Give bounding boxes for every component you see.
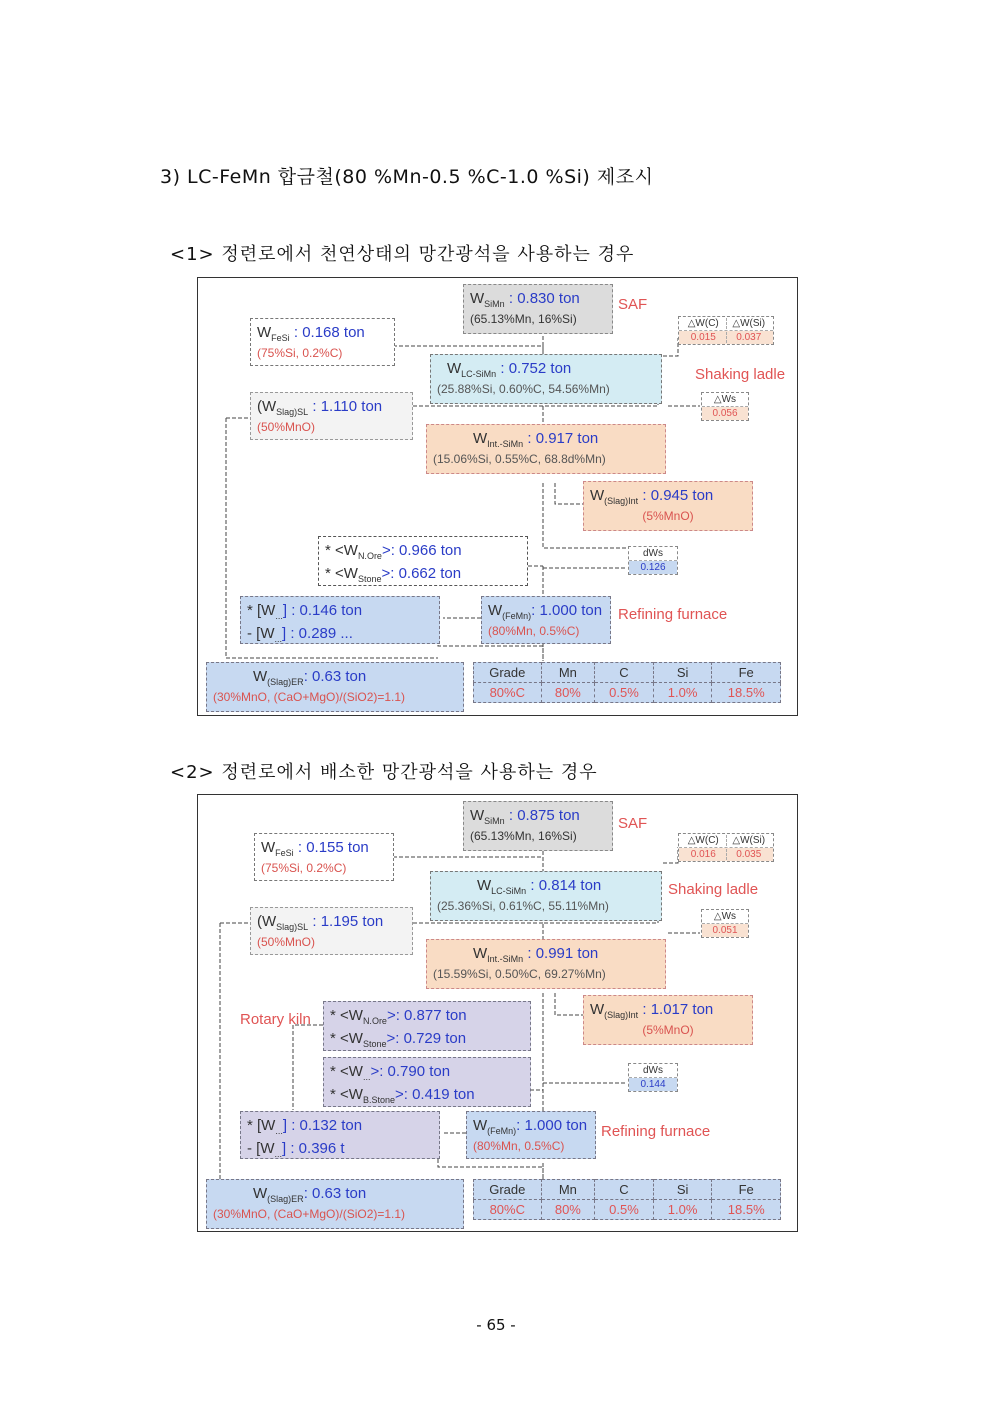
grade-value-cell: 18.5% [712, 1200, 781, 1220]
delta-low-box: dWs 0.144 [628, 1063, 678, 1092]
grade-value-cell: 18.5% [712, 683, 781, 703]
ore-stone-box: * $<W_{N.Ore}>$: 0.966 ton * $<W_{Stone}>$: 0.662 ton [318, 536, 528, 586]
left-input-box: * $[W_{...}]$ : 0.132 ton - $[W_{...}]$ : 0.396 t [240, 1111, 440, 1159]
grade-table [473, 1179, 781, 1220]
case1-flow-diagram [197, 277, 798, 716]
grade-value-cell: 0.5% [595, 1200, 654, 1220]
fesi-box: $W_{FeSi}$ : 0.155 ton (75%Si, 0.2%C) [254, 833, 394, 881]
grade-header-cell: Mn [541, 1180, 595, 1200]
grade-value-cell: 1.0% [653, 683, 712, 703]
int-simn-box: $W_{Int.-SiMn}$ : 0.917 ton (15.06%Si, 0.55%C, 68.8d%Mn) [426, 424, 666, 474]
grade-value-cell: 80% [541, 1200, 595, 1220]
grade-value-cell: 1.0% [653, 1200, 712, 1220]
refining-product-box: $W_{(FeMn)}$: 1.000 ton (80%Mn, 0.5%C) [481, 596, 611, 644]
lc-simn-box: $W_{LC-SiMn}$ : 0.752 ton (25.88%Si, 0.60%C, 54.56%Mn) [430, 354, 662, 404]
grade-value-cell: 0.5% [595, 683, 654, 703]
slag-er-box: $W_{(Slag)ER}$: 0.63 ton (30%MnO, (CaO+MgO)/(SiO2)=1.1) [206, 1179, 464, 1229]
lc-simn-box: $W_{LC-SiMn}$ : 0.814 ton (25.36%Si, 0.61%C, 55.11%Mn) [430, 871, 662, 921]
kiln-output-box: * $<W_{...}>$: 0.790 ton * $<W_{B.Stone}>$: 0.419 ton [323, 1057, 531, 1107]
grade-header-cell: Si [653, 1180, 712, 1200]
slag-sl-box: ($W_{Slag)SL}$ : 1.195 ton (50%MnO) [250, 907, 413, 955]
refining-product-box: $W_{(FeMn)}$: 1.000 ton (80%Mn, 0.5%C) [466, 1111, 596, 1159]
slag-sl-box: ($W_{Slag)SL}$ : 1.110 ton (50%MnO) [250, 392, 413, 440]
case2-title: <2> 정련로에서 배소한 망간광석을 사용하는 경우 [170, 762, 598, 783]
grade-value-cell: 80%C [474, 683, 542, 703]
delta-mid-box: △Ws 0.056 [701, 392, 749, 421]
delta-top-box: △W(C) △W(Si) 0.016 0.035 [678, 833, 774, 862]
page-number: - 65 - [476, 1316, 516, 1334]
slag-int-box: $W_{(Slag)Int}$ : 1.017 ton (5%MnO) [583, 995, 753, 1045]
delta-low-box: dWs 0.126 [628, 546, 678, 575]
grade-header-cell: Grade [474, 663, 542, 683]
saf-label: SAF [618, 815, 648, 832]
grade-header-cell: C [595, 663, 654, 683]
case2-flow-diagram [197, 794, 798, 1232]
left-input-box: * $[W_{...}]$ : 0.146 ton - $[W_{...}]$ : 0.289 ... [240, 596, 440, 644]
grade-value-cell: 80% [541, 683, 595, 703]
case1-title: <1> 정련로에서 천연상태의 망간광석을 사용하는 경우 [170, 244, 635, 265]
section-heading: 3) LC-FeMn 합금철(80 %Mn-0.5 %C-1.0 %Si) 제조시 [160, 166, 654, 188]
grade-header-cell: Grade [474, 1180, 542, 1200]
grade-value-cell: 80%C [474, 1200, 542, 1220]
shaking-ladle-label: Shaking ladle [668, 881, 759, 898]
slag-int-box: $W_{(Slag)Int}$ : 0.945 ton (5%MnO) [583, 481, 753, 531]
grade-table [473, 662, 781, 703]
shaking-ladle-label: Shaking ladle [695, 366, 786, 383]
refining-furnace-label: Refining furnace [618, 606, 728, 623]
saf-label: SAF [618, 296, 648, 313]
grade-header-cell: Si [653, 663, 712, 683]
simn-box: $W_{SiMn}$ : 0.830 ton (65.13%Mn, 16%Si) [463, 284, 613, 334]
slag-er-box: $W_{(Slag)ER}$: 0.63 ton (30%MnO, (CaO+MgO)/(SiO2)=1.1) [206, 662, 464, 712]
refining-furnace-label: Refining furnace [601, 1123, 711, 1140]
grade-header-cell: Mn [541, 663, 595, 683]
grade-header-cell: Fe [712, 1180, 781, 1200]
int-simn-box: $W_{Int.-SiMn}$ : 0.991 ton (15.59%Si, 0.50%C, 69.27%Mn) [426, 939, 666, 989]
simn-box: $W_{SiMn}$ : 0.875 ton (65.13%Mn, 16%Si) [463, 801, 613, 851]
grade-header-cell: C [595, 1180, 654, 1200]
delta-top-box: △W(C) △W(Si) 0.015 0.037 [678, 316, 774, 345]
rotary-kiln-label: Rotary kiln [240, 1011, 311, 1028]
grade-header-cell: Fe [712, 663, 781, 683]
delta-mid-box: △Ws 0.051 [701, 909, 749, 938]
fesi-box: $W_{FeSi}$ : 0.168 ton (75%Si, 0.2%C) [250, 318, 395, 366]
kiln-input-box: * $<W_{N.Ore}>$: 0.877 ton * $<W_{Stone}>$: 0.729 ton [323, 1001, 531, 1051]
